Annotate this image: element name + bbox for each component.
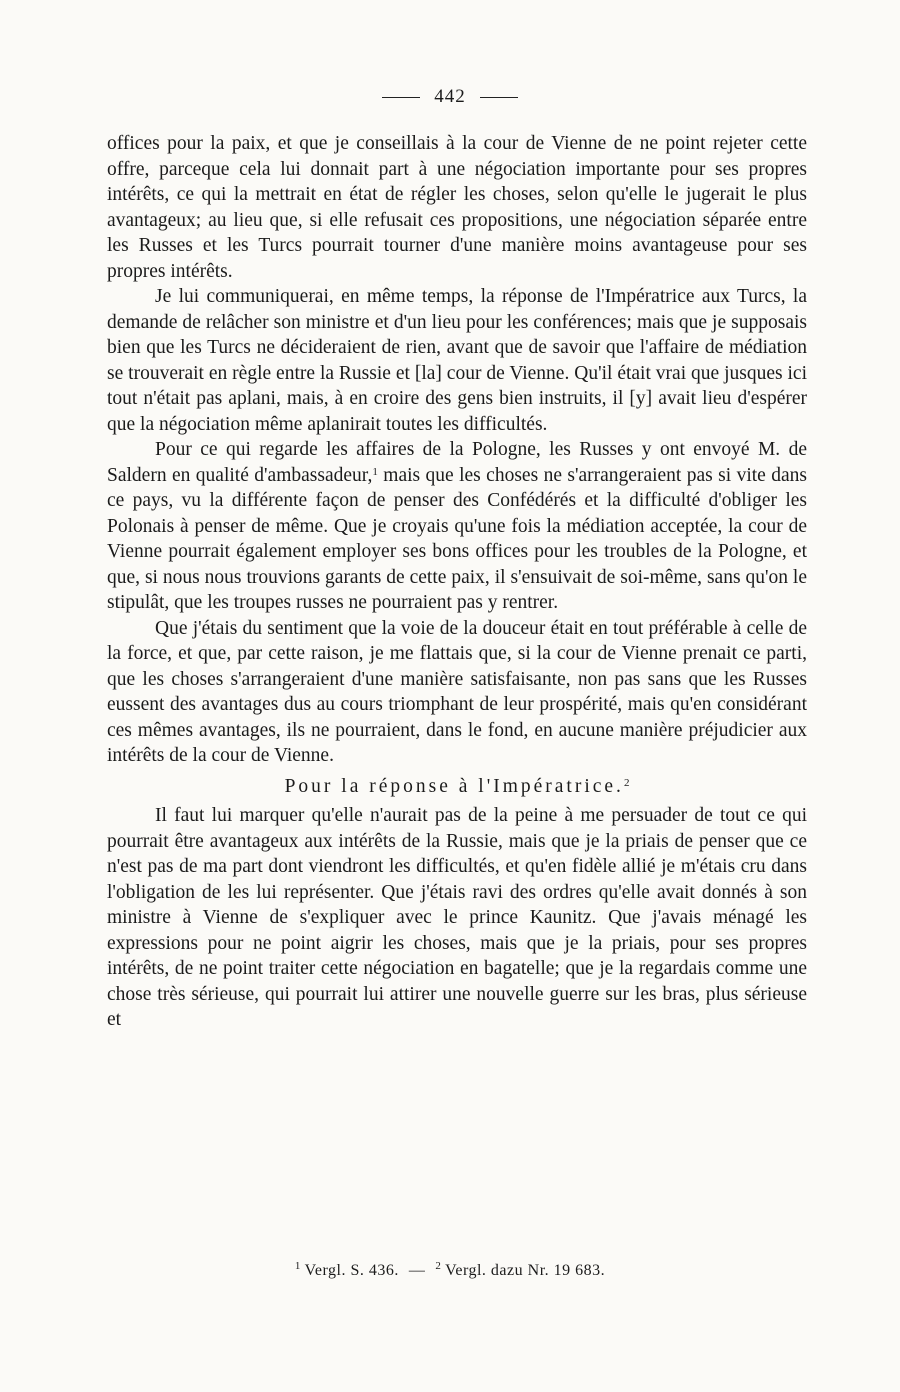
footnote-ref: 2 xyxy=(623,776,630,789)
page-number: 442 xyxy=(434,86,466,107)
body-text xyxy=(107,131,807,1033)
footnote-text: Vergl. S. 436. xyxy=(304,1262,399,1279)
footnote-1 xyxy=(295,1262,399,1279)
paragraph-text-after-note: mais que les choses ne s'arrangeraient pas si vite dans ce pays, vu la différente façon de penser des Confédérés et la difficulté d'obliger les Polonais à penser de même. Que je croyais qu'une fois la médiation acceptée, la cour de Vienne pourrait également employer ses bons offices pour les troubles de la Pologne, et que, si nous nous trouvions garants de cette paix, il s'ensuivait de soi-même, sans qu'on le stipulât, que les troupes russes ne pourraient pas y rentrer. xyxy=(107,464,807,613)
footnote-mark: 2 xyxy=(435,1260,441,1272)
footnote-ref: 1 xyxy=(372,465,378,478)
section-heading-text: Pour la réponse à l'Impératrice. xyxy=(284,775,624,797)
paragraph: Que j'étais du sentiment que la voie de la douceur était en tout préférable à celle de la force, et que, par cette raison, je me flattais que, si la cour de Vienne prenait ce parti, que les choses s'arrangeraient d'une manière satisfaisante, non pas sans que les Russes eussent des avantages dus au cours triomphant de leur prospérité, mais qu'en considérant ces mêmes avantages, ils ne pourraient, dans le fond, en aucune manière préjudicier aux intérêts de la cour de Vienne. xyxy=(107,617,807,766)
paragraph: Il faut lui marquer qu'elle n'aurait pas de la peine à me persuader de tout ce qui pourrait être avantageux aux intérêts de la Russie, mais que je la priais de penser que ce n'est pas de ma part dont viendront les difficultés, et qu'en fidèle allié je m'étais cru dans l'obligation de les lui représenter. Que j'étais ravi des ordres qu'elle avait donnés à son ministre à Vienne de s'expliquer avec le prince Kaunitz. Que j'avais ménagé les expressions pour ne point aigrir les choses, mais que je la priais, pour ses propres intérêts, de ne point traiter cette négociation en bagatelle; que je la regardais comme une chose très sérieuse, qui pourrait lui attirer une nouvelle guerre sur les bras, plus sérieuse et xyxy=(107,805,807,1030)
footnote-text: Vergl. dazu Nr. 19 683. xyxy=(445,1262,606,1279)
footnote-2 xyxy=(435,1262,605,1279)
paragraph: Je lui communiquerai, en même temps, la réponse de l'Impératrice aux Turcs, la demande de relâcher son ministre et d'un lieu pour les conférences; mais que je supposais bien que les Turcs ne décideraient de rien, avant que de savoir que l'affaire de médiation se trouverait en règle entre la Russie et [la] cour de Vienne. Qu'il était vrai que jusques ici tout n'était pas aplani, mais, à en croire des gens bien instruits, il [y] avait lieu d'espérer que la négociation même aplanirait toutes les difficultés. xyxy=(107,286,807,435)
header-dash-left xyxy=(382,97,420,98)
header-dash-right xyxy=(480,97,518,98)
footnote-separator: — xyxy=(408,1262,426,1279)
page-header xyxy=(0,86,900,108)
paragraph: offices pour la paix, et que je conseillais à la cour de Vienne de ne point rejeter cette offre, parceque cela lui donnait part à une négociation importante pour ses propres intérêts, ce qui la mettrait en état de régler les choses, selon qu'elle le jugerait le plus avantageux; au lieu que, si elle refusait ces propositions, une négociation séparée entre les Russes et les Turcs pourrait tourner d'une manière moins avantageuse pour ses propres intérêts. xyxy=(107,133,807,282)
section-heading xyxy=(107,774,807,800)
paragraph xyxy=(107,437,807,616)
footnotes xyxy=(0,1262,900,1280)
paragraph-text-before-note: Pour ce qui regarde les affaires de la Pologne, les Russes y ont envoyé M. de Saldern en qualité d'ambassadeur, xyxy=(107,439,807,486)
footnote-mark: 1 xyxy=(294,1260,301,1272)
